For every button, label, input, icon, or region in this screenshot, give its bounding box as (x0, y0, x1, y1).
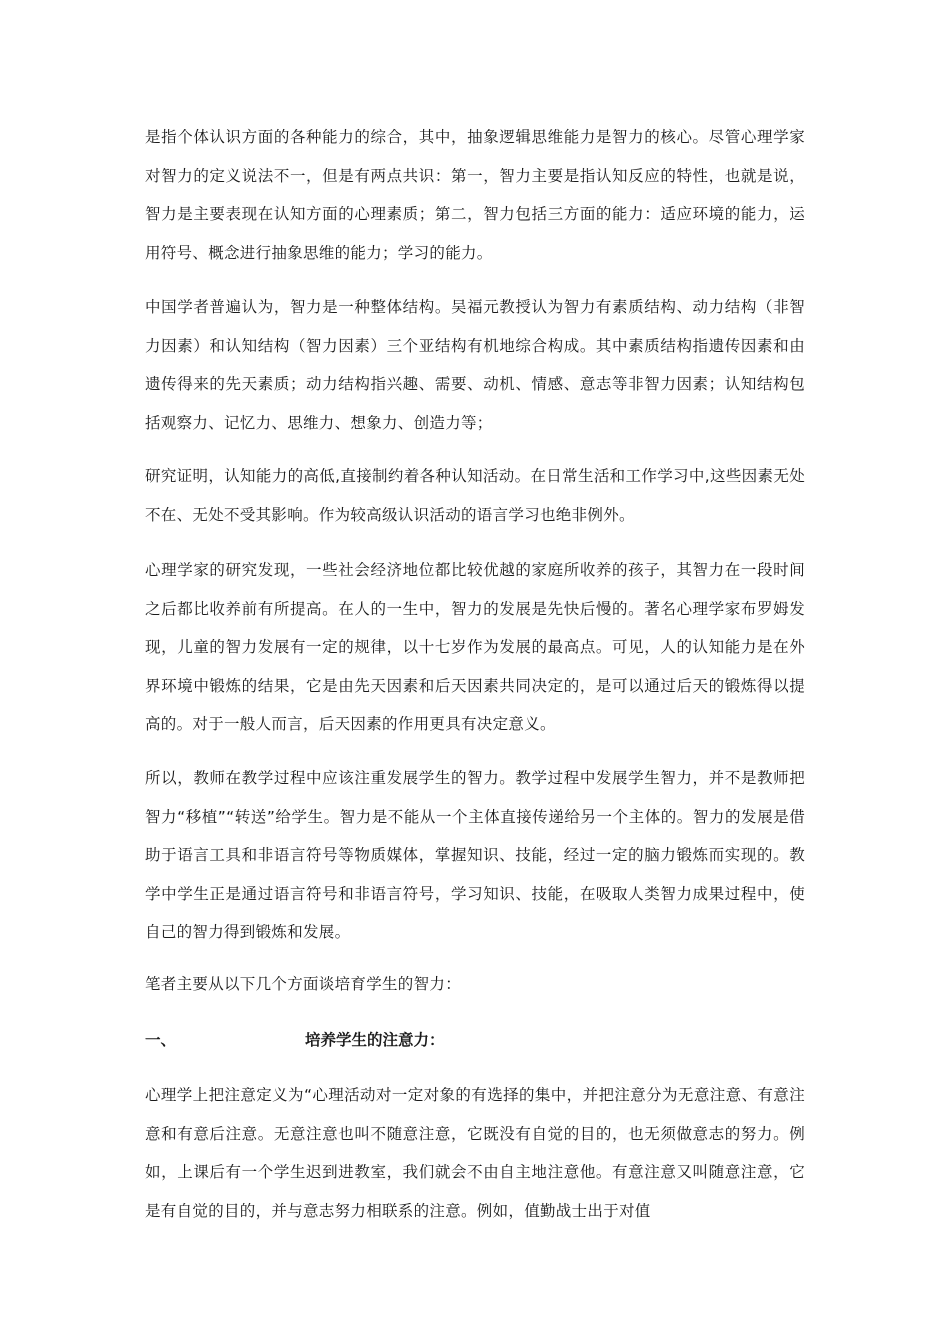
paragraph-intelligence-definition: 是指个体认识方面的各种能力的综合，其中，抽象逻辑思维能力是智力的核心。尽管心理学家对智力的定义说法不一，但是有两点共识：第一，智力主要是指认知反应的特性，也就是说，智力是主要表现在认知方面的心理素质；第二，智力包括三方面的能力：适应环境的能力，运用符号、概念进行抽象思维的能力；学习的能力。 (145, 128, 805, 262)
section-title: 培养学生的注意力： (305, 1031, 445, 1049)
section-number: 一、 (145, 1031, 177, 1049)
paragraph-author-intro: 笔者主要从以下几个方面谈培育学生的智力： (145, 975, 462, 993)
paragraph-attention-definition: 心理学上把注意定义为“心理活动对一定对象的有选择的集中，并把注意分为无意注意、有意注意和有意后注意。无意注意也叫不随意注意，它既没有自觉的目的，也无须做意志的努力。例如，上课后有一个学生迟到进教室，我们就会不由自主地注意他。有意注意又叫随意注意，它是有自觉的目的，并与意志努力相联系的注意。例如，值勤战士出于对值 (145, 1086, 805, 1220)
paragraph-intelligence-structure: 中国学者普遍认为，智力是一种整体结构。吴福元教授认为智力有素质结构、动力结构（非智力因素）和认知结构（智力因素）三个亚结构有机地综合构成。其中素质结构指遗传因素和由遗传得来的先天素质；动力结构指兴趣、需要、动机、情感、意志等非智力因素；认知结构包括观察力、记忆力、思维力、想象力、创造力等； (145, 298, 805, 432)
section-heading (145, 1021, 805, 1060)
paragraph-cognitive-ability: 研究证明，认知能力的高低,直接制约着各种认知活动。在日常生活和工作学习中,这些因素无处不在、无处不受其影响。作为较高级认识活动的语言学习也绝非例外。 (145, 467, 805, 524)
paragraph-teacher-role: 所以，教师在教学过程中应该注重发展学生的智力。教学过程中发展学生智力，并不是教师把智力“移植”“转送”给学生。智力是不能从一个主体直接传递给另一个主体的。智力的发展是借助于语言工具和非语言符号等物质媒体，掌握知识、技能，经过一定的脑力锻炼而实现的。教学中学生正是通过语言符号和非语言符号，学习知识、技能，在吸取人类智力成果过程中，使自己的智力得到锻炼和发展。 (145, 769, 805, 941)
paragraph-research-findings: 心理学家的研究发现，一些社会经济地位都比较优越的家庭所收养的孩子，其智力在一段时间之后都比收养前有所提高。在人的一生中，智力的发展是先快后慢的。著名心理学家布罗姆发现，儿童的智力发展有一定的规律，以十七岁作为发展的最高点。可见，人的认知能力是在外界环境中锻炼的结果，它是由先天因素和后天因素共同决定的，是可以通过后天的锻炼得以提高的。对于一般人而言，后天因素的作用更具有决定意义。 (145, 561, 805, 733)
